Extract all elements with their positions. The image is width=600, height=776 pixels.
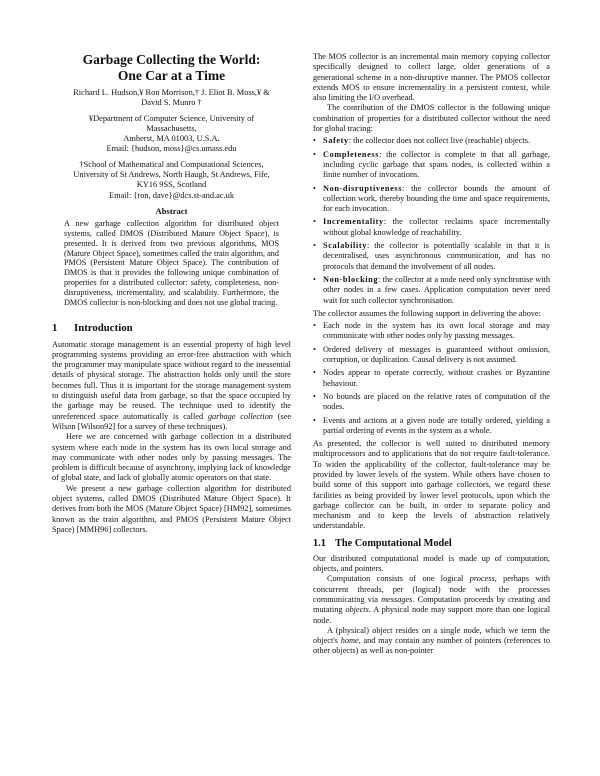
list-item: • Scalability: the collector is potentially scalable in that it is decentralised, uses asynchronous communication, and has no protocols that demand the involvement of all nodes. — [313, 241, 550, 271]
bullet-icon: • — [313, 274, 316, 284]
author-list: Richard L. Hudson,¥ Ron Morrison,† J. Eliot B. Moss,¥ & David S. Munro † — [73, 88, 270, 108]
bullet-icon: • — [313, 391, 316, 401]
intro-paragraph-2: Here we are concerned with garbage collection in a distributed system where each node in the system has its own local storage and may communicate with other nodes only by passing messages. The problem is difficult because of asynchrony, implying lack of knowledge of global state, and lack of globally atomic operators on that state. — [52, 432, 291, 483]
affiliation-umass: ¥Department of Computer Science, University of Massachusetts, Amherst, MA 01003, U.S.A. Email: {hudson, moss}@cs.umass.edu — [88, 113, 255, 154]
list-item: • Non-disruptiveness: the collector bounds the amount of collection work, thereby bounding the time and space requirements, for each invocation. — [313, 183, 550, 214]
bullet-icon: • — [313, 368, 316, 378]
bullet-icon: • — [313, 183, 316, 193]
properties-list — [313, 136, 550, 305]
list-item: • Safety: the collector does not collect live (reachable) objects. — [313, 136, 531, 146]
section-title: Introduction — [74, 321, 133, 334]
bullet-icon: • — [313, 415, 316, 425]
section-number: 1 — [52, 321, 58, 334]
list-item: • Incrementality: the collector reclaims space incrementally without global knowledge of reachability. — [313, 217, 550, 237]
bullet-icon: • — [313, 149, 316, 159]
bullet-icon: • — [313, 217, 316, 227]
fault-tolerance-paragraph: As presented, the collector is well suited to distributed memory multiprocessors and to applications that do not require fault-tolerance. To widen the applicability of the collector, fault-tolerance may be provided by lower levels of the system. While others have chosen to build some of this support into garbage collectors, we regard these facilities as being provided by lower level protocols, upon which the garbage collector can be built, in order to separate policy and mechanism and to keep the levels of abstraction relatively understandable. — [313, 439, 550, 531]
model-paragraph-3: A (physical) object resides on a single node, which we term the object's home, and may contain any number of pointers (references to other objects) as well as non-pointer — [313, 625, 550, 656]
abstract-heading: Abstract — [155, 205, 188, 216]
subsection-number: 1.1 — [313, 537, 326, 549]
model-paragraph-2: Computation consists of one logical process, perhaps with concurrent threads, per (logical) node with the processes communicating via messages. Computation proceeds by creating and mutating objects. A physical node may support more than one logical node. — [313, 574, 551, 625]
list-item: • Non-blocking: the collector at a node need only synchronise with other nodes in a few cases. Application computation never need wait for such collector synchronisation. — [313, 274, 550, 305]
model-paragraph-1: Our distributed computational model is made up of computation, objects, and pointers. — [313, 553, 550, 574]
section-heading-introduction — [52, 322, 291, 334]
list-item: • Ordered delivery of messages is guaranteed without omission, corruption, or duplication. Causal delivery is not assumed. — [313, 344, 550, 365]
assumptions-list — [313, 321, 550, 436]
list-item: • Events and actions at a given node are totally ordered, yielding a partial ordering of events in the system as a whole. — [313, 415, 550, 435]
list-item: • Completeness: the collector is complete in that all garbage, including cyclic garbage that spans nodes, is collected within a finite number of invocations. — [313, 149, 550, 180]
emphasis-term: garbage collection — [207, 411, 273, 421]
list-item: • Each node in the system has its own local storage and may communicate with other nodes only by passing messages. — [313, 321, 550, 341]
bullet-icon: • — [313, 241, 316, 251]
right-column — [313, 52, 550, 657]
intro-paragraph-1: Automatic storage management is an essential property of high level programming systems providing an error-free abstraction with which the programmer may manipulate space without regard to the inessential details of physical storage. The abstraction holds only until the store becomes full. Thus it is important for the storage management system to distinguish useful data from garbage, so that the space occupied by the garbage may be reused. The technique used to identify the unreferenced space automatically is called garbage collection (see Wilson [Wilson92] for a survey of these techniques). — [52, 339, 292, 431]
paper-title: Garbage Collecting the World: One Car at a Time — [82, 52, 261, 83]
contribution-paragraph: The contribution of the DMOS collector is the following unique combination of properties for a distributed collector without the need for global tracing: — [313, 103, 550, 134]
assumptions-intro: The collector assumes the following support in delivering the above: — [313, 308, 541, 318]
mos-paragraph: The MOS collector is an incremental main memory copying collector specifically designed to collect large, older generations of a generational scheme in a non-disruptive manner. The PMOS collector extends MOS to ensure incrementality in a persistent context, while also limiting the I/O overhead. — [313, 52, 550, 103]
subsection-heading-computational-model — [313, 538, 550, 549]
intro-paragraph-3: We present a new garbage collection algorithm for distributed object systems, called DMOS (Distributed Mature Object Space). It derives from both the MOS (Mature Object Space) [HM92], sometimes known as the train algorithm, and PMOS (Persistent Mature Object Space) [MMH96] collectors. — [52, 483, 291, 534]
subsection-title: The Computational Model — [335, 537, 452, 549]
affiliation-st-andrews: †School of Mathematical and Computational Sciences, University of St Andrews, North Haugh, St Andrews, Fife, KY16 9SS, Scotland Email: {ron, dave}@dcs.st-and.ac.uk — [73, 159, 270, 200]
list-item: • Nodes appear to operate correctly, without crashes or Byzantine behaviour. — [313, 368, 550, 388]
abstract-text: A new garbage collection algorithm for distributed object systems, called DMOS (Distributed Mature Object Space), is presented. It is derived from two previous algorithms, MOS (Mature Object Space), sometimes called the train algorithm, and PMOS (Persistent Mature Object Space). The contribution of DMOS is that it provides the following unique combination of properties for a distributed collector: safety, completeness, non-disruptiveness, incrementality, and scalability. Furthermore, the DMOS collector is non-blocking and does not use global tracing. — [64, 218, 279, 307]
bullet-icon: • — [313, 321, 316, 331]
bullet-icon: • — [313, 136, 316, 146]
list-item: • No bounds are placed on the relative rates of computation of the nodes. — [313, 391, 550, 412]
left-column — [52, 52, 291, 535]
bullet-icon: • — [313, 344, 316, 354]
